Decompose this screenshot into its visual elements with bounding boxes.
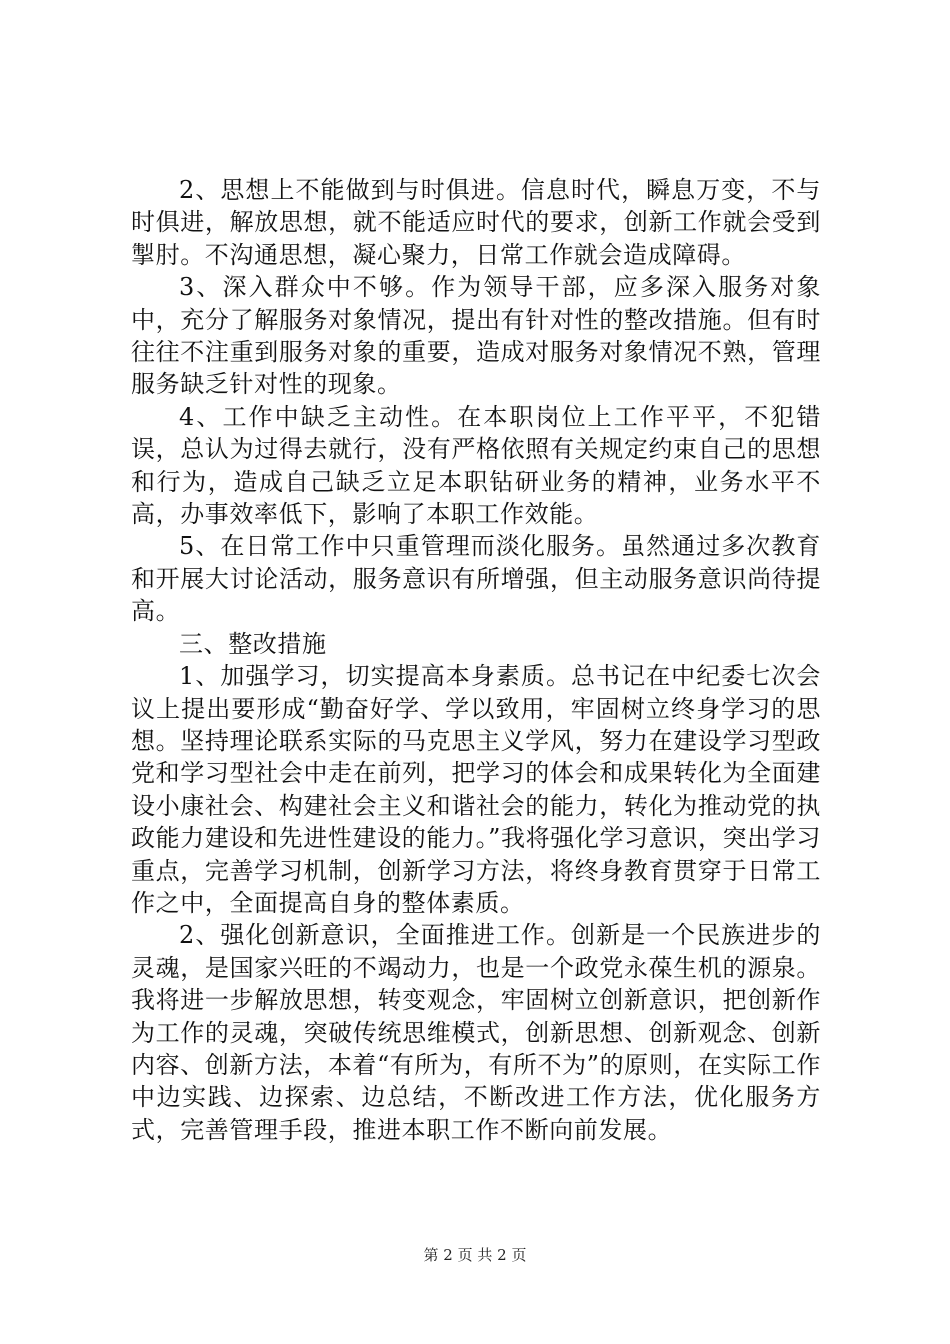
paragraph-measure-2: 2、强化创新意识，全面推进工作。创新是一个民族进步的灵魂，是国家兴旺的不竭动力，也是一个政党永葆生机的源泉。我将进一步解放思想，转变观念，牢固树立创新意识，把创新作为工作的灵魂，突破传统思维模式，创新思想、创新观念、创新内容、创新方法，本着“有所为，有所不为”的原则，在实际工作中边实践、边探索、边总结，不断改进工作方法，优化服务方式，完善管理手段，推进本职工作不断向前发展。 — [131, 921, 821, 1144]
paragraph-problem-2: 2、思想上不能做到与时俱进。信息时代，瞬息万变，不与时俱进，解放思想，就不能适应时代的要求，创新工作就会受到掣肘。不沟通思想，凝心聚力，日常工作就会造成障碍。 — [131, 176, 821, 269]
paragraph-problem-4: 4、工作中缺乏主动性。在本职岗位上工作平平，不犯错误，总认为过得去就行，没有严格依照有关规定约束自己的思想和行为，造成自己缺乏立足本职钻研业务的精神，业务水平不高，办事效率低下，影响了本职工作效能。 — [131, 402, 821, 529]
page-footer: 第 2 页 共 2 页 — [423, 1246, 527, 1264]
document-body — [131, 174, 821, 1146]
paragraph-problem-3: 3、深入群众中不够。作为领导干部，应多深入服务对象中，充分了解服务对象情况，提出有针对性的整改措施。但有时往往不注重到服务对象的重要，造成对服务对象情况不熟，管理服务缺乏针对性的现象。 — [131, 273, 821, 399]
paragraph-measure-1: 1、加强学习，切实提高本身素质。总书记在中纪委七次会议上提出要形成“勤奋好学、学以致用，牢固树立终身学习的思想。坚持理论联系实际的马克思主义学风，努力在建设学习型政党和学习型社会中走在前列，把学习的体会和成果转化为全面建设小康社会、构建社会主义和谐社会的能力，转化为推动党的执政能力建设和先进性建设的能力。”我将强化学习意识，突出学习重点，完善学习机制，创新学习方法，将终身教育贯穿于日常工作之中，全面提高自身的整体素质。 — [131, 662, 821, 917]
section-heading: 三、整改措施 — [179, 629, 327, 658]
paragraph-problem-5: 5、在日常工作中只重管理而淡化服务。虽然通过多次教育和开展大讨论活动，服务意识有所增强，但主动服务意识尚待提高。 — [131, 532, 821, 626]
